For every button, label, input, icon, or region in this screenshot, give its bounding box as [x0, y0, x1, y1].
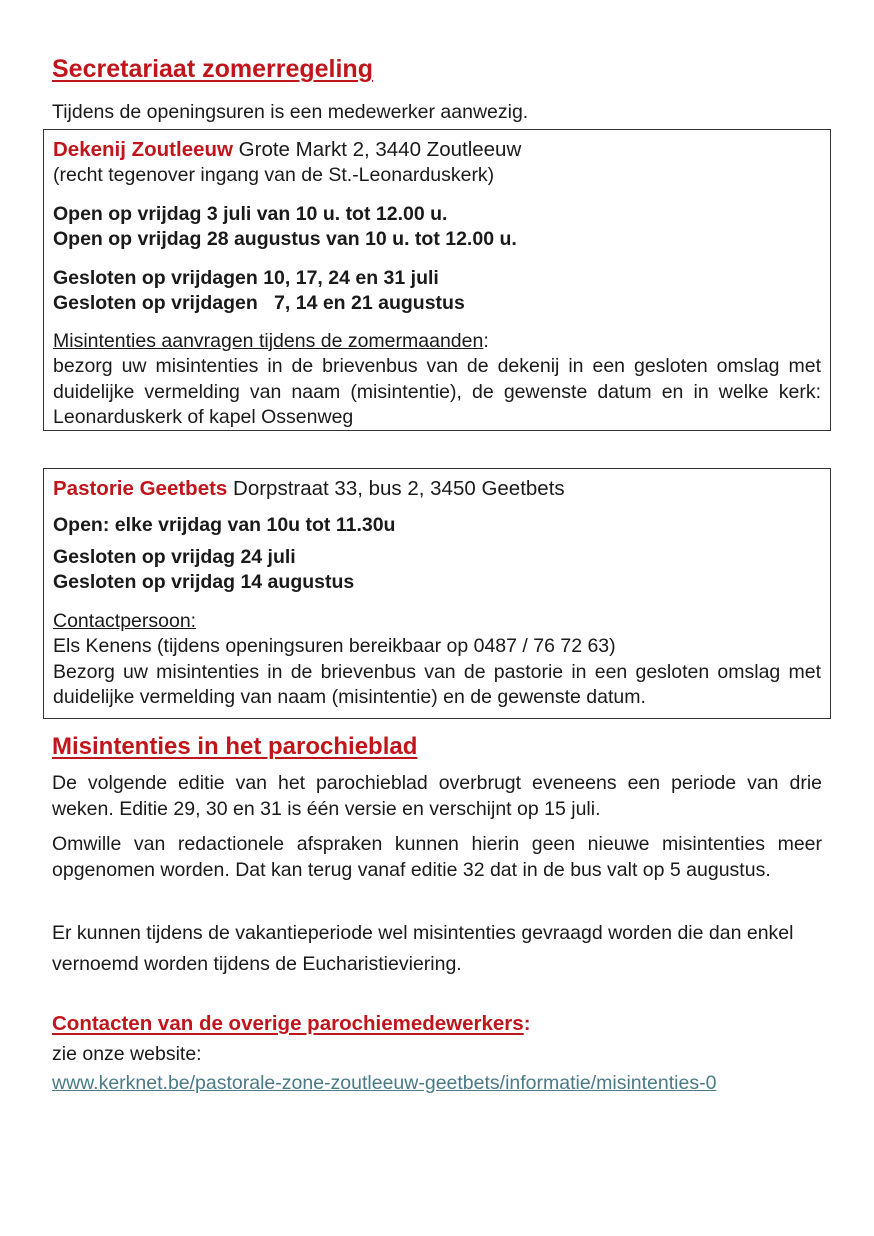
contacts-title-suffix: :	[523, 1012, 531, 1035]
pastorie-mass-text: Bezorg uw misintenties in de brievenbus van de pastorie in een gesloten omslag met duidelijke vermelding van naam (misintentie) en de gewenste datum.	[53, 660, 821, 708]
dekenij-closed-1: Gesloten op vrijdagen 10, 17, 24 en 31 juli	[53, 266, 439, 289]
pastorie-address: Dorpstraat 33, bus 2, 3450 Geetbets	[227, 477, 565, 500]
secretariaat-title: Secretariaat zomerregeling	[52, 55, 373, 83]
pastorie-box	[43, 468, 831, 719]
dekenij-closed-2: Gesloten op vrijdagen 7, 14 en 21 augustus	[53, 292, 465, 314]
dekenij-open-2: Open op vrijdag 28 augustus van 10 u. tot 12.00 u.	[53, 228, 517, 250]
pastorie-open: Open: elke vrijdag van 10u tot 11.30u	[53, 514, 396, 536]
pastorie-name: Pastorie Geetbets	[53, 477, 228, 500]
dekenij-location-note: (recht tegenover ingang van de St.-Leonarduskerk)	[53, 164, 495, 186]
dekenij-box	[43, 129, 831, 431]
parochieblad-para-3: Er kunnen tijdens de vakantieperiode wel misintenties gevraagd worden die dan enkel vernoemd worden tijdens de Eucharistieviering.	[52, 922, 794, 975]
contacts-title-wrap	[52, 1012, 531, 1036]
parochieblad-para-1: De volgende editie van het parochieblad overbrugt eveneens een periode van drie weken. Editie 29, 30 en 31 is één versie en verschijnt op 15 juli.	[52, 772, 822, 820]
dekenij-mass-heading-suffix: :	[483, 329, 489, 352]
pastorie-closed-1: Gesloten op vrijdag 24 juli	[53, 545, 296, 568]
secretariaat-intro: Tijdens de openingsuren is een medewerker aanwezig.	[52, 101, 529, 123]
pastorie-contact-heading: Contactpersoon:	[53, 609, 197, 632]
dekenij-mass-text: bezorg uw misintenties in de brievenbus van de dekenij in een gesloten omslag met duidelijke vermelding van naam (misintentie), de gewenste datum en in welke kerk: Leonarduskerk of kapel Ossenweg	[53, 355, 821, 428]
dekenij-address: Grote Markt 2, 3440 Zoutleeuw	[232, 138, 522, 161]
contacts-website-link[interactable]: www.kerknet.be/pastorale-zone-zoutleeuw-geetbets/informatie/misintenties-0	[52, 1072, 717, 1094]
pastorie-closed-2: Gesloten op vrijdag 14 augustus	[53, 571, 355, 593]
contacts-intro: zie onze website:	[52, 1043, 202, 1065]
parochieblad-title: Misintenties in het parochieblad	[52, 733, 418, 760]
dekenij-mass-heading: Misintenties aanvragen tijdens de zomermaanden	[53, 329, 484, 352]
pastorie-contact-line: Els Kenens (tijdens openingsuren bereikbaar op 0487 / 76 72 63)	[53, 635, 616, 657]
parochieblad-para-2: Omwille van redactionele afspraken kunnen hierin geen nieuwe misintenties meer opgenomen worden. Dat kan terug vanaf editie 32 dat in de bus valt op 5 augustus.	[52, 833, 822, 881]
contacts-title: Contacten van de overige parochiemedewerkers	[52, 1012, 524, 1035]
dekenij-name: Dekenij Zoutleeuw	[53, 138, 233, 161]
dekenij-open-1: Open op vrijdag 3 juli van 10 u. tot 12.00 u.	[53, 202, 448, 225]
